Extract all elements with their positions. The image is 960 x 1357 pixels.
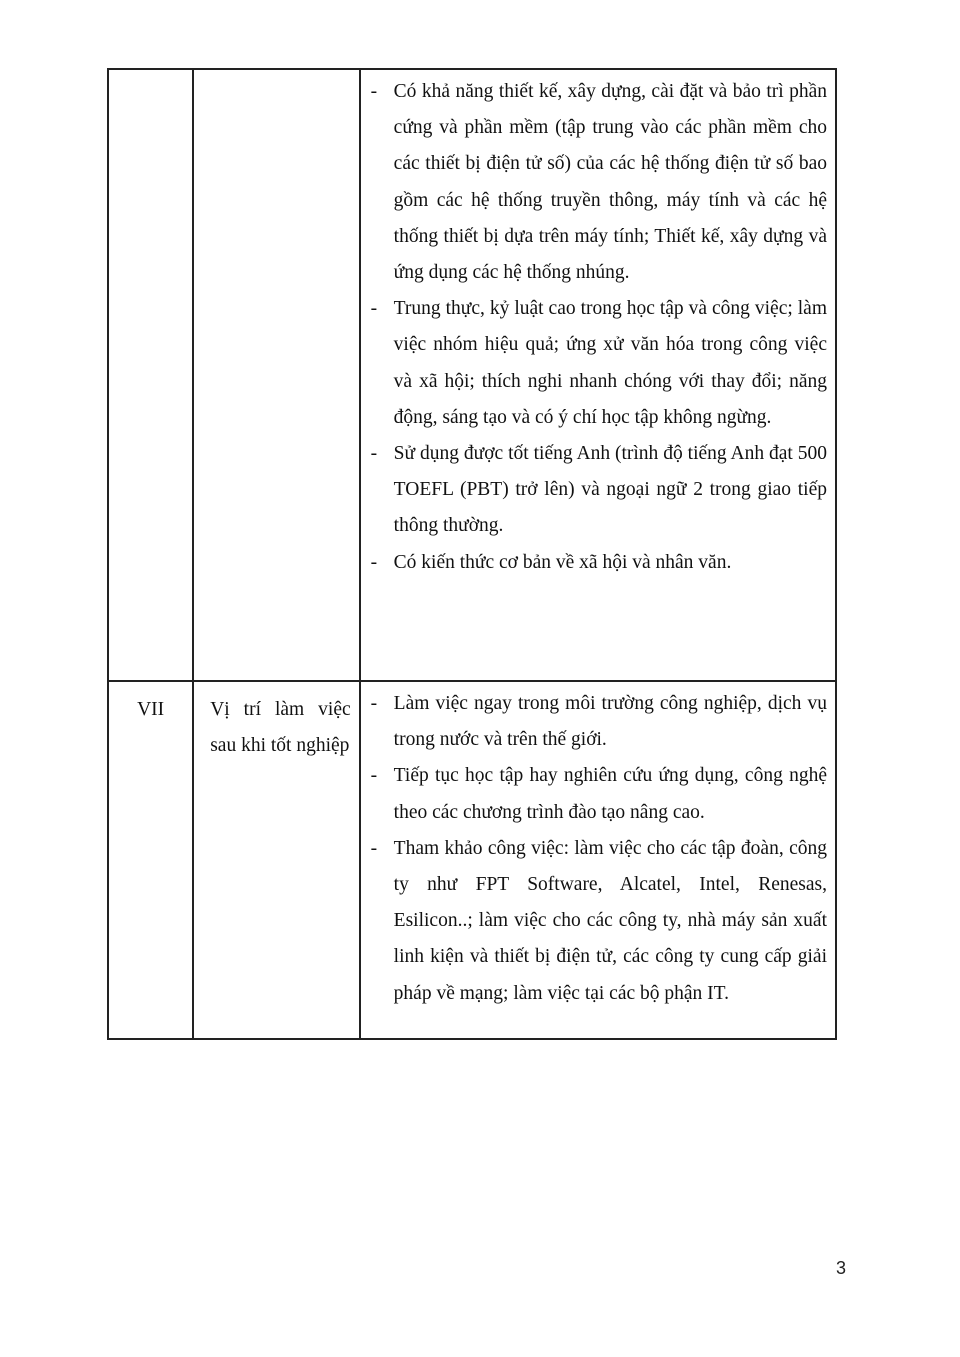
section-label-cell: Vị trí làm việc sau khi tốt nghiệp — [193, 681, 359, 1039]
list-item-text: Làm việc ngay trong môi trường công nghiệp, dịch vụ trong nước và trên thế giới. — [393, 693, 827, 751]
bullet-dash: - — [370, 298, 378, 320]
list-item-text: Có khả năng thiết kế, xây dựng, cài đặt và bảo trì phần cứng và phần mềm (tập trung vào các phần mềm cho các thiết bị điện tử số) của các hệ thống điện tử số bao gồm các hệ thống truyền thông, máy tính và các hệ thống thiết bị dựa trên máy tính; Thiết kế, xây dựng và ứng dụng các hệ thống nhúng. — [393, 81, 827, 284]
list-item-text: Trung thực, kỷ luật cao trong học tập và công việc; làm việc nhóm hiệu quả; ứng xử văn hóa trong công việc và xã hội; thích nghi nhanh chóng với thay đổi; năng động, sáng tạo và có ý chí học tập không ngừng. — [393, 298, 827, 428]
list-item-text: Sử dụng được tốt tiếng Anh (trình độ tiếng Anh đạt 500 TOEFL (PBT) trở lên) và ngoại ngữ 2 trong giao tiếp thông thường. — [393, 443, 827, 537]
section-number-cell: VII — [108, 681, 193, 1039]
list-item — [361, 831, 827, 1012]
bullet-dash: - — [370, 81, 378, 102]
list-item — [361, 291, 827, 436]
list-item-text: Tiếp tục học tập hay nghiên cứu ứng dụng, công nghệ theo các chương trình đào tạo nâng cao. — [393, 765, 827, 823]
bullet-dash: - — [370, 765, 378, 787]
section-label-cell — [193, 69, 359, 681]
bullet-dash: - — [370, 443, 378, 465]
table-row — [108, 681, 836, 1039]
list-item — [361, 758, 827, 830]
list-item-text: Có kiến thức cơ bản về xã hội và nhân văn. — [393, 551, 732, 573]
list-item — [361, 686, 827, 758]
curriculum-table — [107, 68, 837, 1040]
bullet-dash: - — [370, 693, 378, 714]
list-item-text: Tham khảo công việc: làm việc cho các tập đoàn, công ty như FPT Software, Alcatel, Intel, Renesas, Esilicon..; làm việc cho các công ty, nhà máy sản xuất linh kiện và thiết bị điện tử, các công ty cung cấp giải pháp về mạng; làm việc tại các bộ phận IT. — [393, 837, 827, 1004]
list-item — [361, 436, 827, 545]
table-row — [108, 69, 836, 681]
bullet-list — [361, 74, 827, 581]
list-item — [361, 74, 827, 291]
bullet-dash: - — [370, 837, 378, 859]
section-content-cell — [360, 681, 836, 1039]
bullet-dash: - — [370, 551, 378, 573]
section-content-cell — [360, 69, 836, 681]
section-number-cell — [108, 69, 193, 681]
bullet-list — [361, 686, 827, 1012]
list-item — [361, 545, 827, 581]
page-number: 3 — [835, 1258, 846, 1278]
